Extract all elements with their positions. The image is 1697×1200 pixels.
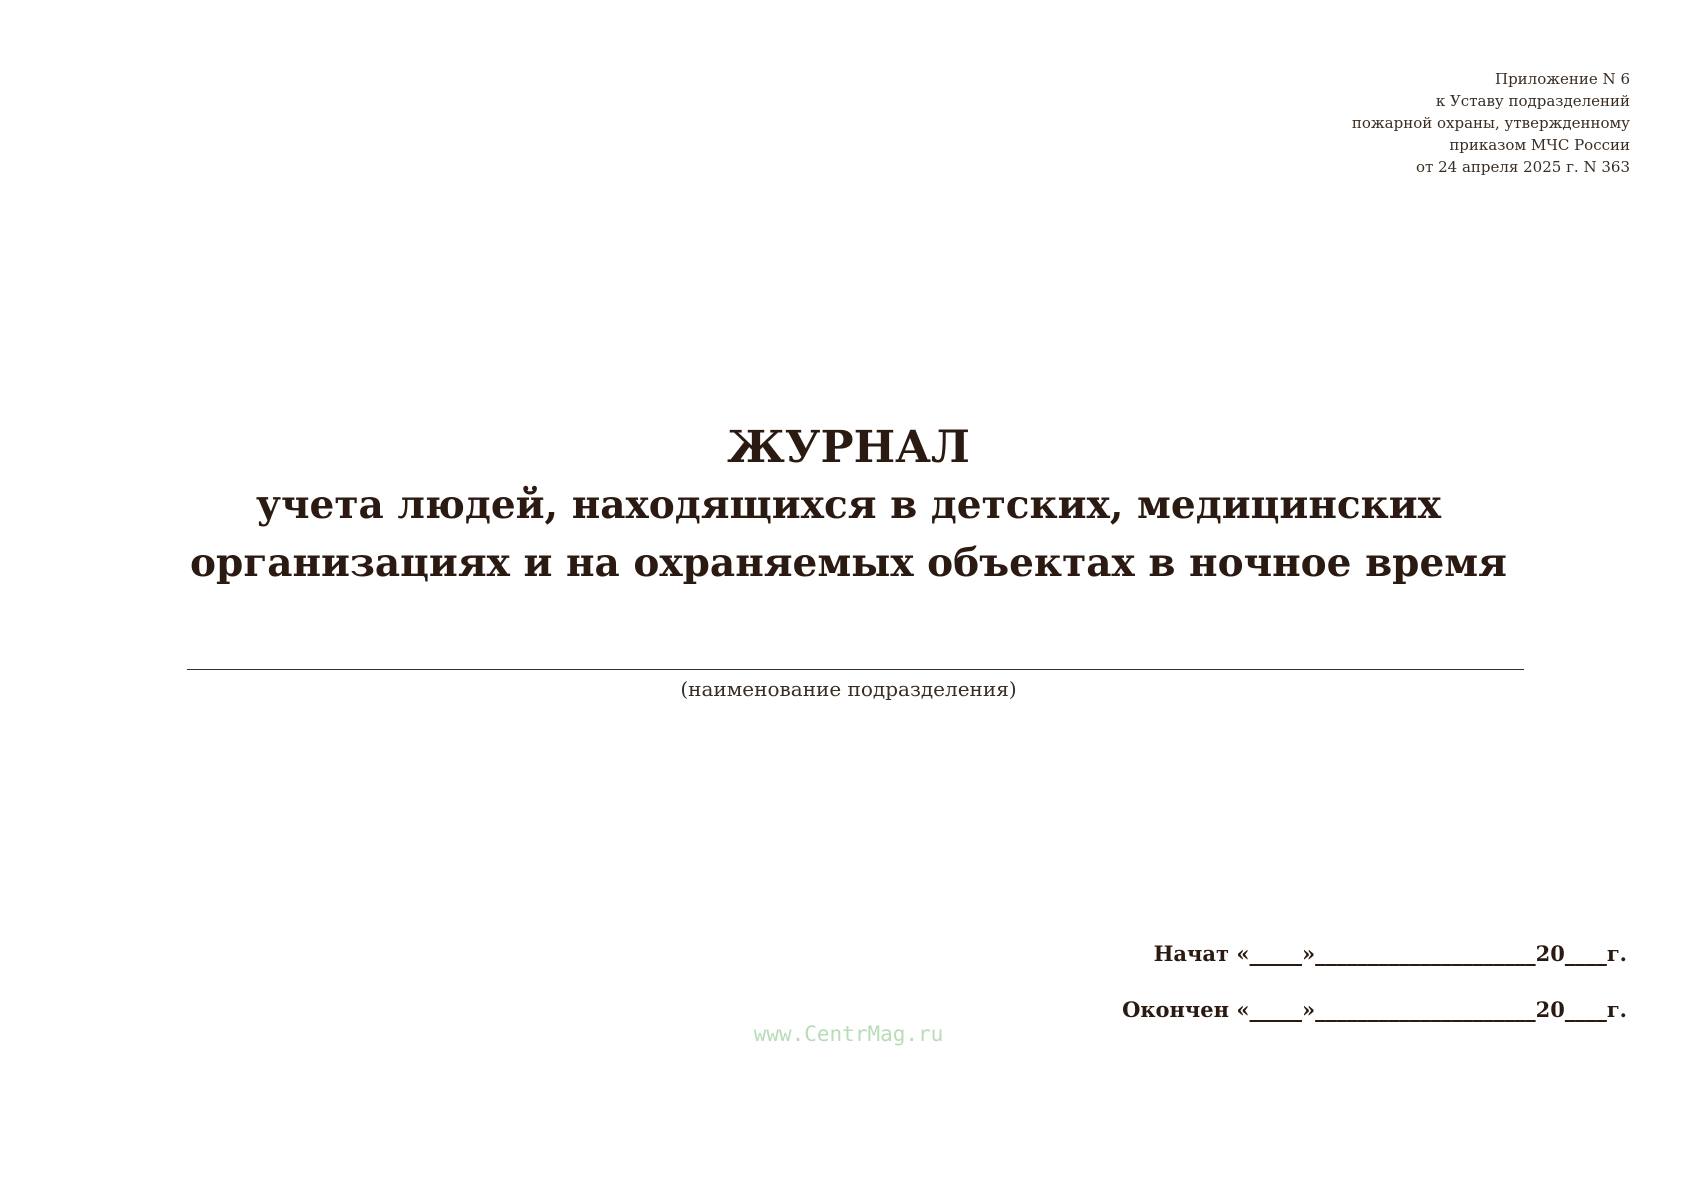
appendix-block [1352, 68, 1630, 178]
title-line-1: учета людей, находящихся в детских, медицинских [256, 482, 1441, 528]
watermark: www.CentrMag.ru [753, 1022, 944, 1046]
started-date: Начат «_____»_____________________20____г. [1153, 941, 1627, 966]
appendix-line-4: приказом МЧС России [1449, 136, 1630, 154]
appendix-line-3: пожарной охраны, утвержденному [1351, 114, 1630, 132]
unit-name-underline [187, 669, 1524, 670]
appendix-line-5: от 24 апреля 2025 г. N 363 [1416, 158, 1630, 176]
title-main: ЖУРНАЛ [727, 422, 970, 473]
title-line-2: организациях и на охраняемых объектах в ночное время [190, 540, 1507, 586]
appendix-line-2: к Уставу подразделений [1435, 92, 1630, 110]
appendix-line-1: Приложение N 6 [1495, 70, 1630, 88]
finished-date: Окончен «_____»_____________________20____г. [1122, 997, 1627, 1022]
unit-name-caption: (наименование подразделения) [680, 677, 1017, 701]
journal-title [0, 420, 1697, 592]
